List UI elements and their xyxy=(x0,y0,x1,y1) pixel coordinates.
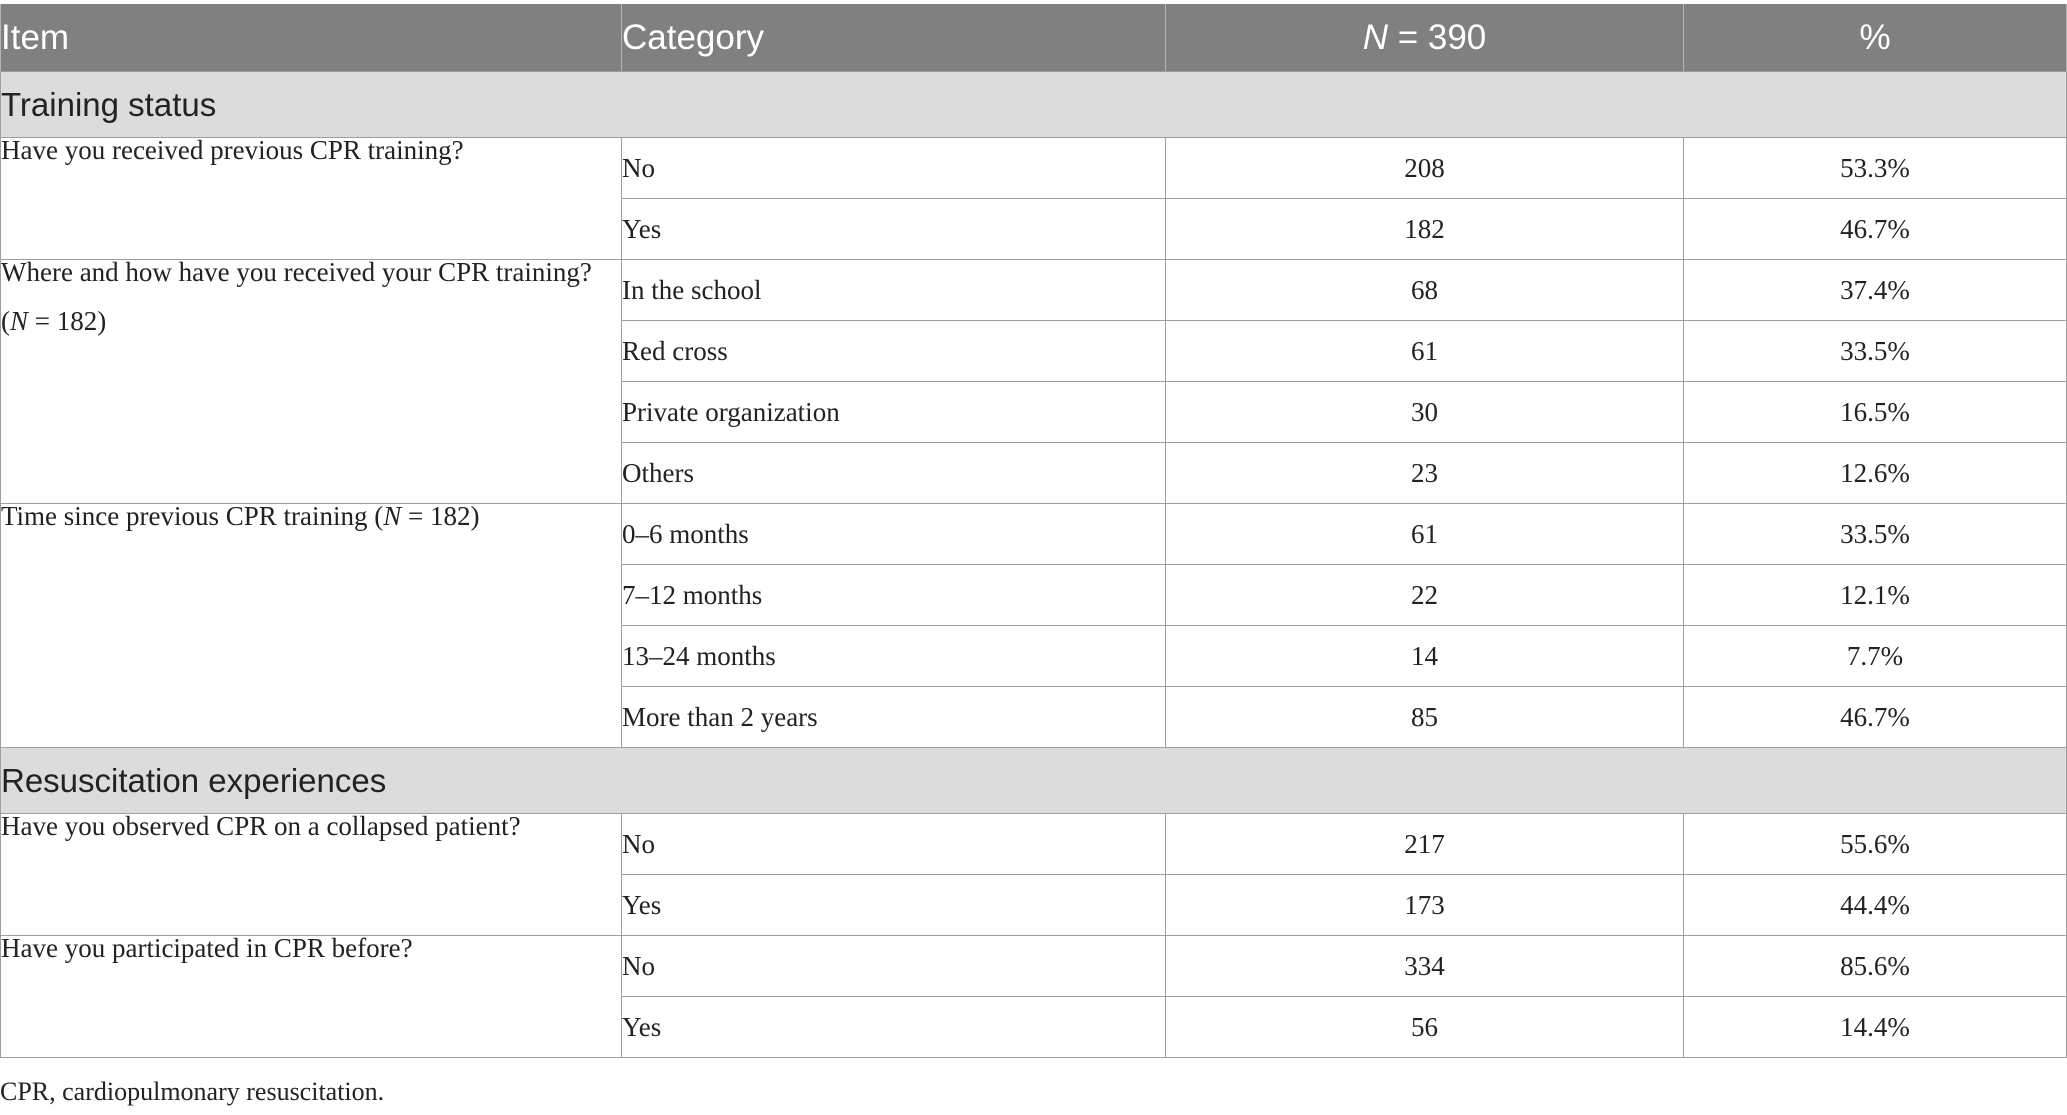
percent-cell: 14.4% xyxy=(1684,997,2067,1058)
category-cell: Yes xyxy=(622,199,1166,260)
header-category: Category xyxy=(622,4,1166,72)
percent-cell: 55.6% xyxy=(1684,814,2067,875)
table-footnote: CPR, cardiopulmonary resuscitation. xyxy=(0,1077,385,1106)
table-row xyxy=(1,138,2067,199)
count-cell: 61 xyxy=(1166,504,1684,565)
percent-cell: 16.5% xyxy=(1684,382,2067,443)
count-cell: 30 xyxy=(1166,382,1684,443)
header-n-value: = 390 xyxy=(1387,17,1487,57)
percent-cell: 7.7% xyxy=(1684,626,2067,687)
count-cell: 334 xyxy=(1166,936,1684,997)
table-body xyxy=(1,72,2067,1058)
item-label xyxy=(1,248,621,346)
category-cell: 13–24 months xyxy=(622,626,1166,687)
category-cell: No xyxy=(622,814,1166,875)
percent-cell: 12.1% xyxy=(1684,565,2067,626)
percent-cell: 33.5% xyxy=(1684,504,2067,565)
count-cell: 182 xyxy=(1166,199,1684,260)
count-cell: 208 xyxy=(1166,138,1684,199)
item-label-n-symbol: N xyxy=(383,501,402,531)
item-label: Have you observed CPR on a collapsed patient? xyxy=(1,811,521,841)
section-title: Training status xyxy=(1,72,2067,138)
item-label-n-symbol: N xyxy=(10,306,29,336)
percent-cell: 37.4% xyxy=(1684,260,2067,321)
count-cell: 173 xyxy=(1166,875,1684,936)
item-label: Have you participated in CPR before? xyxy=(1,933,413,963)
item-cell xyxy=(1,933,622,1058)
percent-cell: 46.7% xyxy=(1684,687,2067,748)
percent-cell: 44.4% xyxy=(1684,875,2067,936)
header-item: Item xyxy=(1,4,622,72)
percent-cell: 85.6% xyxy=(1684,936,2067,997)
table-header xyxy=(1,4,2067,72)
percent-cell: 12.6% xyxy=(1684,443,2067,504)
count-cell: 68 xyxy=(1166,260,1684,321)
section-title: Resuscitation experiences xyxy=(1,748,2067,814)
category-cell: Others xyxy=(622,443,1166,504)
category-cell: Yes xyxy=(622,875,1166,936)
item-label-text: Time since previous CPR training ( xyxy=(1,501,384,531)
item-label xyxy=(1,492,621,541)
category-cell: No xyxy=(622,936,1166,997)
data-table xyxy=(0,4,2067,1058)
category-cell: 7–12 months xyxy=(622,565,1166,626)
count-cell: 85 xyxy=(1166,687,1684,748)
percent-cell: 46.7% xyxy=(1684,199,2067,260)
item-label-text: Where and how have you received your CPR training? ( xyxy=(1,257,592,336)
percent-cell: 33.5% xyxy=(1684,321,2067,382)
category-cell: Yes xyxy=(622,997,1166,1058)
count-cell: 217 xyxy=(1166,814,1684,875)
table-row xyxy=(1,504,2067,565)
item-cell xyxy=(1,135,622,260)
category-cell: Red cross xyxy=(622,321,1166,382)
table-row xyxy=(1,936,2067,997)
item-cell xyxy=(1,257,622,504)
category-cell: In the school xyxy=(622,260,1166,321)
category-cell: 0–6 months xyxy=(622,504,1166,565)
item-label-n-value: = 182) xyxy=(28,306,107,336)
category-cell: More than 2 years xyxy=(622,687,1166,748)
count-cell: 14 xyxy=(1166,626,1684,687)
table-row xyxy=(1,260,2067,321)
count-cell: 56 xyxy=(1166,997,1684,1058)
count-cell: 61 xyxy=(1166,321,1684,382)
category-cell: Private organization xyxy=(622,382,1166,443)
item-cell xyxy=(1,811,622,936)
percent-cell: 53.3% xyxy=(1684,138,2067,199)
table-row xyxy=(1,814,2067,875)
header-n xyxy=(1166,4,1684,72)
header-n-symbol: N xyxy=(1362,17,1388,57)
item-cell xyxy=(1,501,622,748)
item-label-n-value: = 182) xyxy=(401,501,480,531)
count-cell: 23 xyxy=(1166,443,1684,504)
header-percent: % xyxy=(1684,4,2067,72)
category-cell: No xyxy=(622,138,1166,199)
count-cell: 22 xyxy=(1166,565,1684,626)
item-label: Have you received previous CPR training? xyxy=(1,135,464,165)
